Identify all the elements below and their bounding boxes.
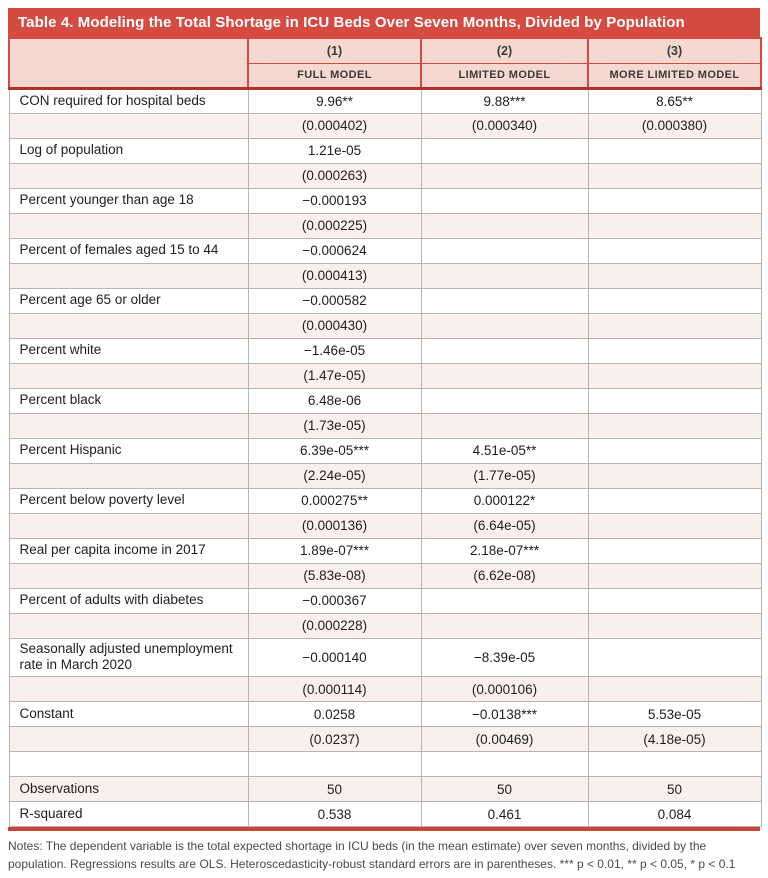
row-label — [9, 463, 248, 488]
row-value: (1.47e-05) — [248, 363, 421, 388]
label-column-header — [9, 38, 248, 88]
row-value: (0.000228) — [248, 613, 421, 638]
row-value: (6.62e-08) — [421, 563, 588, 588]
row-label: Percent of females aged 15 to 44 — [9, 238, 248, 263]
row-value — [588, 677, 761, 702]
row-value — [421, 188, 588, 213]
column-3-number: (3) — [588, 38, 761, 63]
row-label — [9, 413, 248, 438]
table-row — [9, 563, 761, 588]
row-label: Percent Hispanic — [9, 438, 248, 463]
row-value: 9.88*** — [421, 88, 588, 113]
row-value — [421, 588, 588, 613]
row-value: (2.24e-05) — [248, 463, 421, 488]
row-value: −0.000582 — [248, 288, 421, 313]
row-value: 0.0258 — [248, 702, 421, 727]
row-value — [588, 613, 761, 638]
row-label — [9, 727, 248, 752]
row-label: Percent of adults with diabetes — [9, 588, 248, 613]
row-value — [421, 238, 588, 263]
row-value — [588, 752, 761, 777]
table-row — [9, 213, 761, 238]
row-value — [588, 413, 761, 438]
row-label: Log of population — [9, 138, 248, 163]
table-row — [9, 263, 761, 288]
row-label: Percent below poverty level — [9, 488, 248, 513]
row-value: (0.000114) — [248, 677, 421, 702]
row-value: (4.18e-05) — [588, 727, 761, 752]
table-row — [9, 138, 761, 163]
row-value: −0.000624 — [248, 238, 421, 263]
column-2-number: (2) — [421, 38, 588, 63]
row-label — [9, 113, 248, 138]
table-row — [9, 588, 761, 613]
row-value: −0.000140 — [248, 638, 421, 677]
row-value — [421, 138, 588, 163]
row-value: (5.83e-08) — [248, 563, 421, 588]
table-row — [9, 188, 761, 213]
row-value: 0.000275** — [248, 488, 421, 513]
row-value: 50 — [248, 777, 421, 802]
table-row — [9, 288, 761, 313]
table-row — [9, 88, 761, 113]
row-value: 6.39e-05*** — [248, 438, 421, 463]
row-value — [588, 313, 761, 338]
row-value: (0.000340) — [421, 113, 588, 138]
row-value: 0.084 — [588, 802, 761, 827]
column-1-number: (1) — [248, 38, 421, 63]
row-value — [421, 163, 588, 188]
row-value: 8.65** — [588, 88, 761, 113]
row-label — [9, 752, 248, 777]
row-value — [588, 438, 761, 463]
row-label — [9, 613, 248, 638]
row-label: Real per capita income in 2017 — [9, 538, 248, 563]
row-value — [588, 488, 761, 513]
row-value — [588, 463, 761, 488]
row-value: (0.000413) — [248, 263, 421, 288]
table-row — [9, 702, 761, 727]
row-value — [588, 288, 761, 313]
table-row — [9, 163, 761, 188]
row-value — [421, 288, 588, 313]
row-label — [9, 563, 248, 588]
table-row — [9, 727, 761, 752]
row-value: 0.000122* — [421, 488, 588, 513]
row-value — [588, 263, 761, 288]
row-label: R-squared — [9, 802, 248, 827]
row-value — [588, 538, 761, 563]
row-value: (0.000225) — [248, 213, 421, 238]
row-value — [421, 363, 588, 388]
table-row — [9, 752, 761, 777]
row-value: 1.89e-07*** — [248, 538, 421, 563]
table-row — [9, 488, 761, 513]
column-1-name: FULL MODEL — [248, 63, 421, 88]
row-value — [588, 388, 761, 413]
table-row — [9, 513, 761, 538]
table-row — [9, 777, 761, 802]
row-label — [9, 513, 248, 538]
table-body — [9, 88, 761, 827]
row-value — [588, 238, 761, 263]
row-value: 50 — [588, 777, 761, 802]
table-row — [9, 538, 761, 563]
row-value: (0.0237) — [248, 727, 421, 752]
row-value — [588, 588, 761, 613]
row-value: 4.51e-05** — [421, 438, 588, 463]
column-2-name: LIMITED MODEL — [421, 63, 588, 88]
row-label: CON required for hospital beds — [9, 88, 248, 113]
row-value — [421, 752, 588, 777]
row-value: (0.00469) — [421, 727, 588, 752]
row-value: (0.000263) — [248, 163, 421, 188]
column-3-name: MORE LIMITED MODEL — [588, 63, 761, 88]
row-value — [421, 263, 588, 288]
row-value: (0.000402) — [248, 113, 421, 138]
row-label: Percent age 65 or older — [9, 288, 248, 313]
row-value — [421, 388, 588, 413]
row-value — [588, 188, 761, 213]
row-label: Seasonally adjusted unemployment rate in March 2020 — [9, 638, 248, 677]
row-value: 9.96** — [248, 88, 421, 113]
table-row — [9, 438, 761, 463]
row-value: (0.000136) — [248, 513, 421, 538]
row-value: −0.000367 — [248, 588, 421, 613]
row-value — [588, 163, 761, 188]
table-row — [9, 313, 761, 338]
row-label: Percent white — [9, 338, 248, 363]
row-value: −0.000193 — [248, 188, 421, 213]
row-value — [588, 213, 761, 238]
row-value: (6.64e-05) — [421, 513, 588, 538]
row-value: 50 — [421, 777, 588, 802]
row-value: 5.53e-05 — [588, 702, 761, 727]
row-value: −0.0138*** — [421, 702, 588, 727]
row-label — [9, 213, 248, 238]
row-label: Constant — [9, 702, 248, 727]
row-value — [588, 338, 761, 363]
row-value — [421, 413, 588, 438]
row-value: (0.000430) — [248, 313, 421, 338]
row-value — [248, 752, 421, 777]
row-label — [9, 263, 248, 288]
row-value — [421, 213, 588, 238]
table-notes: Notes: The dependent variable is the total expected shortage in ICU beds (in the mean estimate) over seven months, divided by the population. Regressions results are OLS. Heteroscedasticity-robust standard errors are in parentheses. *** p < 0.01, ** p < 0.05, * p < 0.1 — [8, 839, 736, 872]
table-row — [9, 463, 761, 488]
table-row — [9, 638, 761, 677]
row-value — [588, 563, 761, 588]
regression-table-frame — [8, 37, 760, 831]
row-value — [588, 138, 761, 163]
table-row — [9, 613, 761, 638]
row-value: 1.21e-05 — [248, 138, 421, 163]
row-value — [421, 338, 588, 363]
row-value — [588, 513, 761, 538]
row-value — [421, 613, 588, 638]
table-row — [9, 413, 761, 438]
row-value: 0.461 — [421, 802, 588, 827]
row-label: Percent black — [9, 388, 248, 413]
row-value — [588, 638, 761, 677]
row-value: 0.538 — [248, 802, 421, 827]
row-value — [421, 313, 588, 338]
row-value: (0.000106) — [421, 677, 588, 702]
row-value: (1.73e-05) — [248, 413, 421, 438]
table-title: Table 4. Modeling the Total Shortage in ICU Beds Over Seven Months, Divided by Population — [8, 8, 760, 37]
row-label — [9, 163, 248, 188]
row-value: 6.48e-06 — [248, 388, 421, 413]
row-label — [9, 313, 248, 338]
table-header — [9, 38, 761, 88]
regression-table — [8, 37, 762, 827]
table-row — [9, 113, 761, 138]
row-value: (1.77e-05) — [421, 463, 588, 488]
row-value: −8.39e-05 — [421, 638, 588, 677]
row-value: −1.46e-05 — [248, 338, 421, 363]
row-label — [9, 677, 248, 702]
row-value: (0.000380) — [588, 113, 761, 138]
row-value: 2.18e-07*** — [421, 538, 588, 563]
table-row — [9, 363, 761, 388]
table-row — [9, 388, 761, 413]
table-row — [9, 338, 761, 363]
row-label: Percent younger than age 18 — [9, 188, 248, 213]
row-value — [588, 363, 761, 388]
column-number-row — [9, 38, 761, 63]
row-label — [9, 363, 248, 388]
table-row — [9, 238, 761, 263]
table-row — [9, 802, 761, 827]
row-label: Observations — [9, 777, 248, 802]
table-row — [9, 677, 761, 702]
